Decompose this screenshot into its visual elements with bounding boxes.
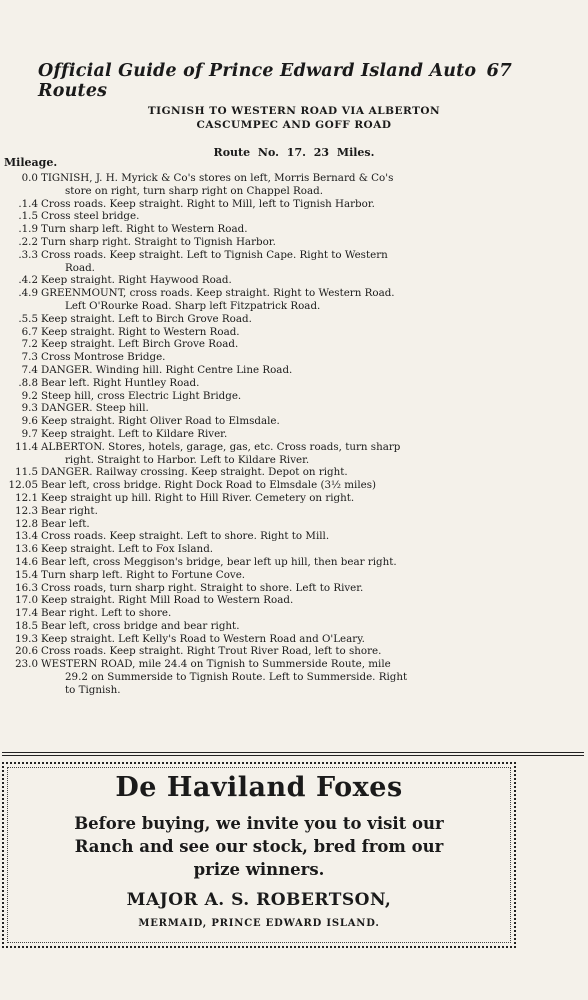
route-title-line-1: TIGNISH TO WESTERN ROAD VIA ALBERTON [147, 105, 441, 117]
mileage-value: 23.0 [15, 658, 38, 671]
mileage-value: 12.1 [15, 491, 38, 504]
ad-advertiser-location: MERMAID, PRINCE EDWARD ISLAND. [138, 918, 380, 929]
direction-line: Bear left, cross bridge and bear right. [41, 619, 240, 632]
direction-text [41, 338, 521, 351]
route-entry [0, 249, 588, 275]
mileage-value: 11.5 [15, 466, 38, 479]
mileage-value: 6.7 [21, 325, 38, 338]
direction-text [41, 313, 521, 326]
mileage-value: .4.2 [18, 274, 38, 287]
route-entry [0, 607, 588, 620]
direction-line: Turn sharp right. Straight to Tignish Harbor. [41, 235, 276, 248]
direction-line: Bear left, cross bridge. Right Dock Road to Elmsdale (3½ miles) [41, 479, 377, 492]
direction-text [41, 466, 521, 479]
mileage-value: 7.2 [21, 338, 38, 351]
direction-line: Bear left. [41, 517, 90, 530]
mileage-value: 7.3 [21, 351, 38, 364]
direction-line: right. Straight to Harbor. Left to Kildare River. [65, 453, 310, 466]
direction-text [41, 415, 521, 428]
direction-line: Cross Montrose Bridge. [41, 351, 166, 364]
direction-text [41, 569, 521, 582]
mileage-value: 17.4 [15, 607, 38, 620]
mileage-value: .3.3 [18, 248, 38, 261]
running-header [38, 60, 512, 101]
direction-line: store on right, turn sharp right on Chappel Road. [65, 184, 323, 197]
advertisement-box [2, 762, 516, 948]
mileage-value: .1.4 [18, 197, 38, 210]
direction-line: Keep straight. Right Mill Road to Western Road. [41, 594, 294, 607]
direction-text [41, 543, 521, 556]
route-entry [0, 351, 588, 364]
route-entry [0, 402, 588, 415]
direction-text [41, 210, 521, 223]
mileage-value: 18.5 [15, 619, 38, 632]
direction-text [41, 223, 521, 236]
direction-text [41, 390, 521, 403]
divider-rule [2, 752, 584, 756]
route-entry [0, 582, 588, 595]
direction-line: Keep straight up hill. Right to Hill River. Cemetery on right. [41, 491, 355, 504]
direction-text [41, 402, 521, 415]
direction-text [41, 274, 521, 287]
direction-text [41, 658, 521, 696]
mileage-value: 0.0 [21, 172, 38, 184]
mileage-value: .4.9 [18, 287, 38, 300]
route-entry [0, 594, 588, 607]
direction-line: Cross roads. Keep straight. Right Trout River Road, left to shore. [41, 645, 382, 658]
route-entry [0, 658, 588, 696]
direction-line: Bear left. Right Huntley Road. [41, 376, 200, 389]
direction-text [41, 518, 521, 531]
mileage-value: 7.4 [21, 363, 38, 376]
route-entry [0, 274, 588, 287]
route-entry [0, 530, 588, 543]
route-entry [0, 620, 588, 633]
route-entry [0, 441, 588, 467]
direction-text [41, 492, 521, 505]
direction-text [41, 172, 521, 198]
route-entry [0, 556, 588, 569]
mileage-value: 11.4 [15, 440, 38, 453]
direction-text [41, 633, 521, 646]
route-title-line-2: CASCUMPEC AND GOFF ROAD [196, 119, 392, 131]
ad-title: De Haviland Foxes [115, 772, 403, 803]
direction-text [41, 377, 521, 390]
route-entry [0, 326, 588, 339]
mileage-value: 12.05 [8, 479, 38, 492]
mileage-value: .8.8 [18, 376, 38, 389]
direction-line: Bear right. [41, 504, 98, 517]
mileage-value: 12.3 [15, 504, 38, 517]
direction-line: Keep straight. Left to Birch Grove Road. [41, 312, 252, 325]
mileage-value: 20.6 [15, 645, 38, 658]
route-entry [0, 415, 588, 428]
mileage-value: 9.7 [21, 427, 38, 440]
route-entries [0, 172, 588, 697]
direction-line: Left O'Rourke Road. Sharp left Fitzpatrick Road. [65, 299, 321, 312]
mileage-value: 9.6 [21, 415, 38, 428]
direction-line: Keep straight. Left Kelly's Road to Western Road and O'Leary. [41, 632, 365, 645]
direction-text [41, 441, 521, 467]
route-entry [0, 466, 588, 479]
route-title [60, 104, 528, 132]
direction-line: Cross roads. Keep straight. Left to Tignish Cape. Right to Western [41, 248, 388, 261]
mileage-value: 13.4 [15, 530, 38, 543]
ad-body [24, 812, 494, 881]
direction-text [41, 594, 521, 607]
mileage-value: .5.5 [18, 312, 38, 325]
mileage-value: 9.2 [21, 389, 38, 402]
direction-text [41, 582, 521, 595]
direction-line: Bear right. Left to shore. [41, 607, 172, 620]
route-entry [0, 390, 588, 403]
ad-advertiser-name: MAJOR A. S. ROBERTSON, [126, 890, 392, 910]
route-entry [0, 518, 588, 531]
page-number: 67 [486, 60, 512, 81]
direction-line: Bear left, cross Meggison's bridge, bear left up hill, then bear right. [41, 555, 397, 568]
route-entry [0, 338, 588, 351]
route-entry [0, 505, 588, 518]
direction-text [41, 428, 521, 441]
route-entry [0, 313, 588, 326]
ad-body-line-1: Before buying, we invite you to visit our [74, 814, 444, 833]
direction-text [41, 620, 521, 633]
direction-line: Keep straight. Left to Kildare River. [41, 427, 228, 440]
mileage-value: 13.6 [15, 543, 38, 556]
direction-text [41, 556, 521, 569]
direction-line: Cross roads. Keep straight. Left to shore. Right to Mill. [41, 530, 330, 543]
mileage-value: .1.9 [18, 223, 38, 236]
route-entry [0, 428, 588, 441]
direction-line: Keep straight. Right to Western Road. [41, 325, 240, 338]
direction-line: Keep straight. Right Oliver Road to Elmsdale. [41, 415, 280, 428]
mileage-value: 15.4 [15, 568, 38, 581]
direction-line: Cross steel bridge. [41, 210, 140, 223]
direction-text [41, 530, 521, 543]
direction-line: to Tignish. [65, 683, 121, 696]
mileage-value: 12.8 [15, 517, 38, 530]
direction-text [41, 198, 521, 211]
route-entry [0, 210, 588, 223]
direction-text [41, 249, 521, 275]
mileage-value: 14.6 [15, 555, 38, 568]
direction-text [41, 287, 521, 313]
route-entry [0, 287, 588, 313]
direction-text [41, 364, 521, 377]
mileage-heading: Mileage. [4, 156, 58, 169]
direction-line: Road. [65, 261, 95, 274]
route-entry [0, 569, 588, 582]
mileage-value: 9.3 [21, 402, 38, 415]
direction-line: 29.2 on Summerside to Tignish Route. Left to Summerside. Right [65, 671, 408, 684]
direction-line: Cross roads. Keep straight. Right to Mill, left to Tignish Harbor. [41, 197, 375, 210]
direction-line: TIGNISH, J. H. Myrick & Co's stores on left, Morris Bernard & Co's [41, 172, 394, 184]
route-entry [0, 492, 588, 505]
mileage-value: 16.3 [15, 581, 38, 594]
direction-line: Turn sharp left. Right to Western Road. [41, 223, 248, 236]
direction-line: DANGER. Winding hill. Right Centre Line Road. [41, 363, 293, 376]
ad-body-line-3: prize winners. [193, 860, 325, 879]
direction-line: Keep straight. Left Birch Grove Road. [41, 338, 239, 351]
direction-line: WESTERN ROAD, mile 24.4 on Tignish to Summerside Route, mile [41, 658, 391, 671]
route-entry [0, 377, 588, 390]
direction-text [41, 351, 521, 364]
mileage-value: .2.2 [18, 235, 38, 248]
direction-text [41, 645, 521, 658]
route-entry [0, 479, 588, 492]
direction-text [41, 326, 521, 339]
direction-text [41, 236, 521, 249]
direction-line: ALBERTON. Stores, hotels, garage, gas, etc. Cross roads, turn sharp [41, 440, 401, 453]
mileage-value: .1.5 [18, 210, 38, 223]
route-entry [0, 543, 588, 556]
direction-line: DANGER. Steep hill. [41, 402, 149, 415]
direction-line: Keep straight. Left to Fox Island. [41, 543, 214, 556]
route-entry [0, 633, 588, 646]
direction-text [41, 479, 521, 492]
direction-line: Turn sharp left. Right to Fortune Cove. [41, 568, 246, 581]
direction-line: DANGER. Railway crossing. Keep straight. Depot on right. [41, 466, 348, 479]
guide-title: Official Guide of Prince Edward Island Auto Routes [38, 61, 477, 101]
route-entry [0, 645, 588, 658]
route-entry [0, 198, 588, 211]
route-number: Route No. 17. 23 Miles. [213, 146, 375, 159]
route-entry [0, 223, 588, 236]
route-entry [0, 364, 588, 377]
route-entry [0, 172, 588, 198]
route-entry [0, 236, 588, 249]
direction-text [41, 505, 521, 518]
mileage-value: 17.0 [15, 594, 38, 607]
direction-line: Keep straight. Right Haywood Road. [41, 274, 232, 287]
direction-text [41, 607, 521, 620]
ad-body-line-2: Ranch and see our stock, bred from our [74, 837, 444, 856]
mileage-value: 19.3 [15, 632, 38, 645]
direction-line: Steep hill, cross Electric Light Bridge. [41, 389, 242, 402]
direction-line: GREENMOUNT, cross roads. Keep straight. Right to Western Road. [41, 287, 395, 300]
direction-line: Cross roads, turn sharp right. Straight to shore. Left to River. [41, 581, 364, 594]
